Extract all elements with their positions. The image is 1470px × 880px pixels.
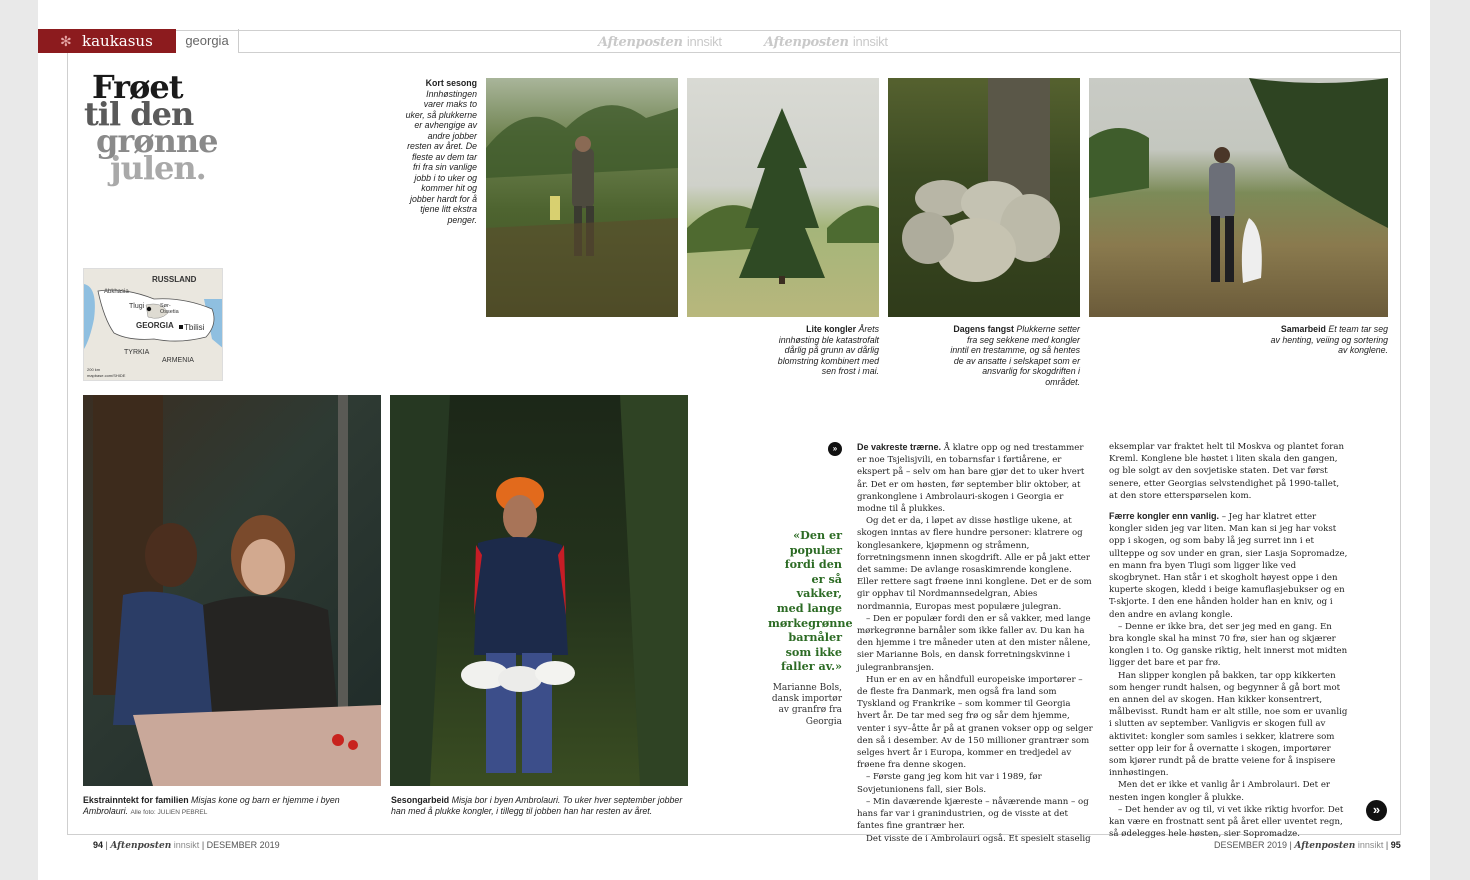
map-label: TYRKIA <box>124 349 150 356</box>
asterisk-icon: ✻ <box>60 34 72 50</box>
paragraph: Hun er en av en håndfull europeiske importører – de fleste fra Danmark, men også fra land som Tyskland og Frankrike – som kommer til Georgia hvert år. De tar med seg frø og sår dem hjemme, venter i syv–åtte år på at granen vokser opp og selger den så i desember. Av de 150 millioner grantrær som selges hvert år i Europa, kommer en tredjedel av frøene fra denne skogen. <box>857 674 1093 771</box>
title-line: til den <box>84 95 194 133</box>
paragraph: Han slipper konglen på bakken, tar opp kikkerten som henger rundt halsen, og begynner å gå bort mot en annen del av skogen. Han kikker konsentrert, målbevisst. Rundt ham er alt stille, noe som er uvanlig i slutten av september. Vanligvis er skogen full av aktivitet: kongler som samles i sekker, klatrere som setter opp leir for å overnatte i skogen, importører som kjører rundt på de bratte veiene for å inspisere innhøstingen. <box>1109 670 1348 779</box>
paragraph: Færre kongler enn vanlig. – Jeg har klatret etter kongler siden jeg var liten. Man kan si jeg har vokst opp i skogen, og som baby lå jeg surret inn i et ullteppe og sov under en gran, sier Lasja Sopromadze, en mann fra byen Tlugi som ligger like ved skogbrynet. Han står i et skogholt høyest oppe i den kuperte skogen, kledd i beige kamuflasjebukser og en T-skjorte. I den ene hånden holder han en kniv, og i den andre en avlang kongle. <box>1109 511 1348 620</box>
footer-right: DESEMBER 2019 | Aftenposten innsikt | 95 <box>1214 840 1401 851</box>
caption-dagens-fangst: Dagens fangst Plukkerne setter fra seg sekkene med kongler inntil en trestamme, og så hentes de av ansatte i selskapet som er ansvarlig for skogdriften i området. <box>950 324 1080 387</box>
subsection-tag: georgia <box>176 29 239 53</box>
paragraph: Men det er ikke et vanlig år i Ambrolauri. Det er nesten ingen kongler å plukke. <box>1109 780 1331 803</box>
photo-cone-sacks <box>888 78 1080 317</box>
section-label: kaukasus <box>82 32 153 50</box>
section-tag <box>38 29 176 53</box>
caption-ekstrainntekt: Ekstrainntekt for familien Misjas kone og barn er hjemme i byen Ambrolauri. Alle foto: JULIEN PEBREL <box>83 795 340 816</box>
paragraph: Og det er da, i løpet av disse høstlige ukene, at skogen inntas av flere hundre personer: klatrere og konglesankere, kjøpmenn og stråmenn, forretningsmenn innen skogdrift. Alle er på jakt etter det samme: De avlange rosaskimrende konglene. Eller rettere sagt frøene inni konglene. Det er de som gir opphav til Nordmannsedelgran, Abies nordmannia, Europas mest populære julegran. <box>857 516 1092 612</box>
title-line: julen. <box>110 149 206 187</box>
caption-lite-kongler: Lite kongler Årets innhøsting ble katastrofalt dårlig på grunn av dårlig blomstring kombinert med sen frost i mai. <box>777 324 879 376</box>
map-label: Tbilisi <box>184 323 205 332</box>
georgia-map <box>83 268 223 381</box>
photo-man-with-bag <box>1089 78 1388 317</box>
header-logo-left: Aftenposten innsikt <box>598 34 722 50</box>
caption-samarbeid: Samarbeid Et team tar seg av henting, veiing og sortering av konglene. <box>1270 324 1388 355</box>
map-label: GEORGIA <box>136 321 174 330</box>
title-line: grønne <box>96 122 218 160</box>
article-title <box>84 68 234 187</box>
map-label: ARMENIA <box>162 357 194 364</box>
article-column-1 <box>857 441 1095 845</box>
map-label: Abkhasia <box>104 289 129 295</box>
paragraph: Det visste de i Ambrolauri også. Et spesielt staselig <box>866 833 1091 844</box>
map-label: RUSSLAND <box>152 275 197 284</box>
title-line: Frøet <box>92 68 183 106</box>
paragraph: – Denne er ikke bra, det ser jeg med en gang. En bra kongle skal ha minst 70 frø, sier han og skjærer konglen i to. Og ganske riktig, helt innerst mot midten ligger det bare et par frø. <box>1109 621 1348 669</box>
photo-climber <box>390 395 688 786</box>
caption-kort-sesong: Kort sesong Innhøstingen varer maks to uker, så plukkerne er avhengige av andre jobber resten av året. De fleste av dem tar fri fra sin vanlige jobb i to uker og kommer hit og jobber hardt for å tjene litt ekstra penger. <box>405 78 477 225</box>
article-column-2 <box>1109 441 1349 841</box>
header-rule <box>238 52 1401 53</box>
map-label: Tlugi <box>129 303 145 310</box>
photo-picker-in-field <box>486 78 678 317</box>
start-arrow-icon: » <box>828 442 842 456</box>
photo-fir-tree <box>687 78 879 317</box>
map-label: 200 km <box>87 367 101 372</box>
paragraph: eksemplar var fraktet helt til Moskva og plantet foran Kreml. Konglene ble høstet i liten skala den gangen, og ble solgt av den sovjetiske staten. Det var først senere, etter Georgias selvstendighet på 1990-tallet, at den store etterspørselen kom. <box>1109 442 1345 501</box>
pull-quote-attribution: Marianne Bols, dansk importør av granfrø fra Georgia <box>771 683 842 727</box>
header-logo-right: Aftenposten innsikt <box>764 34 888 50</box>
caption-sesongarbeid: Sesongarbeid Misja bor i byen Ambrolauri. To uker hver september jobber han med å plukke kongler, i tillegg til jobben han har resten av året. <box>391 795 683 816</box>
paragraph: De vakreste trærne. Å klatre opp og ned trestammer er noe Tsjelisjvili, en tobarnsfar i førtiårene, er ekspert på – selv om han bare gjør det to uker hvert år. Det er om høsten, før september blir oktober, at grankonglene i Ambrolauri-skogen i Georgia er modne til å plukkes. <box>857 442 1085 515</box>
pull-quote: «Den er populær fordi den er så vakker, med lange mørkegrønne barnåler som ikke faller av.» <box>768 528 853 674</box>
paragraph: – Den er populær fordi den er så vakker, med lange mørkegrønne barnåler som ikke faller av. Du kan ha den hjemme i tre måneder uten at den mister nålene, sier Marianne Bols, en dansk forretningskvinne i julegranbransjen. <box>857 613 1091 673</box>
map-label: mapbase.com/SHIDE <box>87 373 126 378</box>
paragraph: – Min daværende kjæreste – nåværende mann – og hans far var i granindustrien, og de visste at det fantes fine grantrær her. <box>857 796 1089 832</box>
footer-left: 94 | Aftenposten innsikt | DESEMBER 2019 <box>93 840 280 851</box>
paragraph: – Det hender av og til, vi vet ikke riktig hvorfor. Det kan være en frostnatt sent på året eller uventet regn, så ødelegges hele høsten, sier Sopromadze. <box>1109 804 1344 840</box>
map-label: Sør-Ossetia <box>160 303 179 315</box>
continue-arrow-icon: » <box>1366 800 1387 821</box>
paragraph: – Første gang jeg kom hit var i 1989, før Sovjetunionens fall, sier Bols. <box>857 772 1042 795</box>
photo-family <box>83 395 381 786</box>
